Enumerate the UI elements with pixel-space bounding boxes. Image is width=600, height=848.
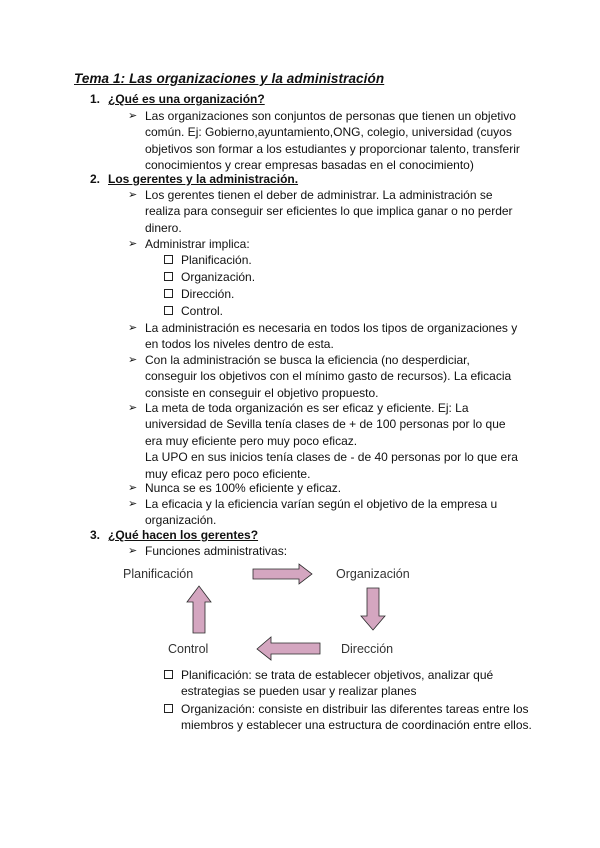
checkbox-text: Control. — [181, 304, 224, 318]
checkbox-icon — [164, 704, 173, 713]
checkbox-item — [164, 269, 534, 285]
checkbox-icon — [164, 289, 173, 298]
checkbox-item — [164, 252, 534, 268]
bullet-item — [128, 236, 523, 252]
arrow-bullet-icon: ➢ — [128, 322, 138, 334]
bullet-text: Los gerentes tienen el deber de administrar. La administración se realiza para conseguir ser eficientes lo que implica ganar o no perder dinero. — [145, 188, 513, 235]
bullet-text — [145, 400, 523, 482]
bullet-item — [128, 400, 523, 482]
bullet-text: Las organizaciones son conjuntos de personas que tienen un objetivo común. Ej: Gobierno,ayuntamiento,ONG, colegio, universidad (cuyos objetivos son formar a los estudiantes y proporcionar talento, transferir conocimientos y crear empresas basadas en el conocimiento) — [145, 109, 520, 173]
checkbox-icon — [164, 272, 173, 281]
checkbox-text: Organización: consiste en distribuir las diferentes tareas entre los miembros y establecer una estructura de coordinación entre ellos. — [181, 702, 532, 733]
checkbox-item — [164, 286, 534, 302]
bullet-text: La eficacia y la eficiencia varían según el objetivo de la empresa u organización. — [145, 497, 498, 528]
bullet-text: Con la administración se busca la eficiencia (no desperdiciar, conseguir los objetivos con el mínimo gasto de recursos). La eficacia consiste en conseguir el objetivo propuesto. — [145, 353, 512, 400]
arrow-down-icon — [361, 588, 385, 630]
arrow-right-icon — [253, 564, 312, 584]
checkbox-icon — [164, 306, 173, 315]
checkbox-item — [164, 701, 534, 734]
diagram-arrows — [120, 556, 420, 662]
section-title: Los gerentes y la administración. — [108, 172, 299, 186]
bullet-item — [128, 352, 523, 401]
bullet-text: Nunca se es 100% eficiente y eficaz. — [145, 481, 342, 495]
arrow-bullet-icon: ➢ — [128, 498, 138, 510]
arrow-bullet-icon: ➢ — [128, 354, 138, 366]
section-heading-3 — [90, 528, 258, 542]
arrow-bullet-icon: ➢ — [128, 545, 138, 557]
bullet-item — [128, 187, 523, 236]
bullet-item — [128, 480, 523, 496]
diagram-label-planning: Planificación — [123, 567, 194, 581]
arrow-up-icon — [187, 586, 211, 633]
section-number: 1. — [90, 92, 101, 106]
document-title: Tema 1: Las organizaciones y la administración — [74, 71, 385, 86]
bullet-item — [128, 108, 523, 174]
section-title: ¿Qué es una organización? — [108, 92, 265, 106]
bullet-item — [128, 320, 523, 353]
bullet-text: La administración es necesaria en todos los tipos de organizaciones y en todos los niveles dentro de esta. — [145, 321, 518, 352]
arrow-bullet-icon: ➢ — [128, 402, 138, 414]
section-heading-2 — [90, 172, 298, 186]
checkbox-icon — [164, 670, 173, 679]
section-heading-1 — [90, 92, 265, 106]
bullet-paragraph: La meta de toda organización es ser eficaz y eficiente. Ej: La universidad de Sevilla tenía clases de + de 100 personas por lo que era muy eficiente pero muy poco eficaz. — [145, 401, 506, 448]
diagram-label-organization: Organización — [336, 567, 410, 581]
checkbox-item — [164, 667, 534, 700]
section-number: 2. — [90, 172, 101, 186]
checkbox-text: Dirección. — [181, 287, 235, 301]
arrow-bullet-icon: ➢ — [128, 110, 138, 122]
checkbox-text: Organización. — [181, 270, 256, 284]
checkbox-text: Planificación. — [181, 253, 252, 267]
diagram-label-control: Control — [168, 642, 209, 656]
arrow-left-icon — [257, 637, 320, 660]
diagram-label-direction: Dirección — [341, 642, 394, 656]
section-number: 3. — [90, 528, 101, 542]
bullet-text: Funciones administrativas: — [145, 544, 288, 558]
checkbox-text: Planificación: se trata de establecer objetivos, analizar qué estrategias se pueden usar y realizar planes — [181, 668, 494, 699]
arrow-bullet-icon: ➢ — [128, 482, 138, 494]
bullet-paragraph: La UPO en sus inicios tenía clases de - de 40 personas por lo que era muy eficaz pero poco eficiente. — [145, 450, 518, 481]
section-title: ¿Qué hacen los gerentes? — [108, 528, 259, 542]
arrow-bullet-icon: ➢ — [128, 189, 138, 201]
arrow-bullet-icon: ➢ — [128, 238, 138, 250]
checkbox-item — [164, 303, 534, 319]
bullet-item — [128, 496, 523, 529]
checkbox-icon — [164, 255, 173, 264]
functions-cycle-diagram — [120, 556, 420, 662]
bullet-text: Administrar implica: — [145, 237, 250, 251]
